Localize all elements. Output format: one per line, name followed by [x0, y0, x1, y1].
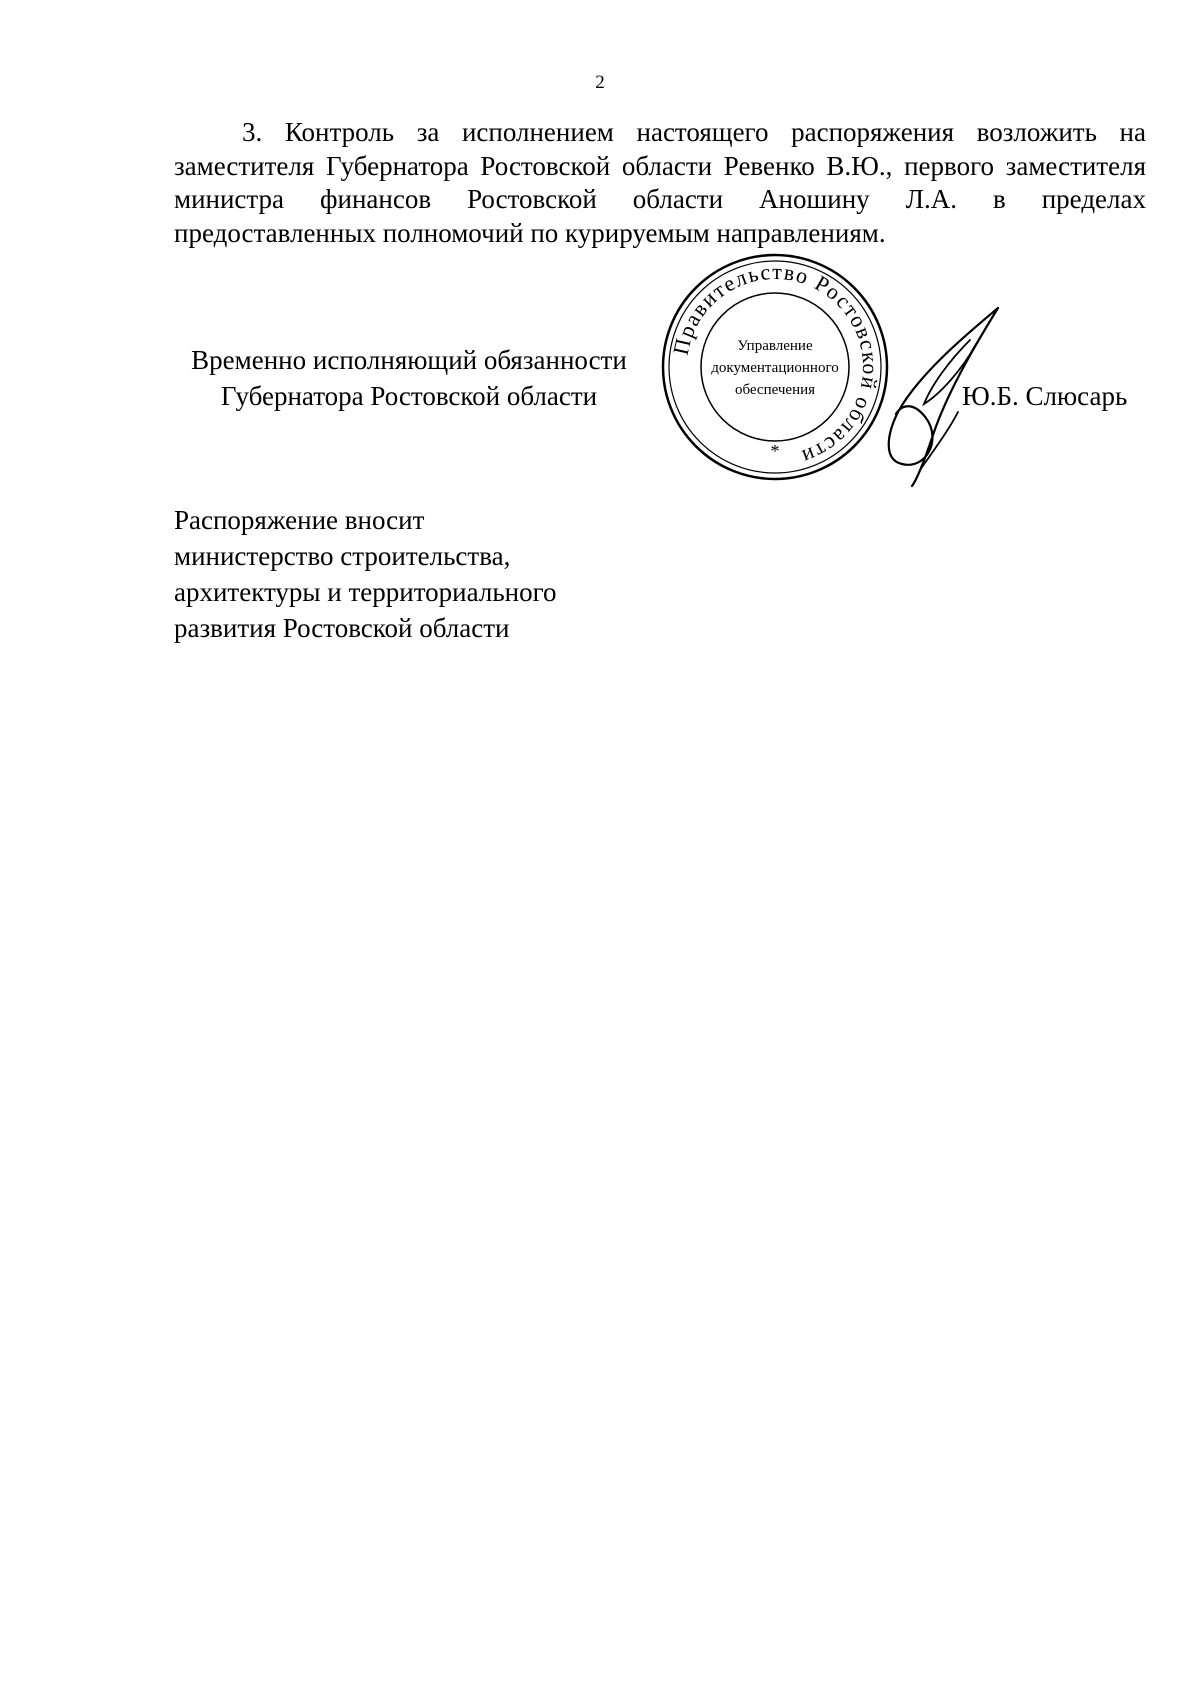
- official-stamp: [660, 252, 890, 482]
- stamp-center-line2: документационного: [711, 360, 839, 376]
- stamp-center-line3: обеспечения: [734, 382, 816, 398]
- signatory-name: Ю.Б. Слюсарь: [962, 381, 1128, 411]
- signatory-position-line2: Губернатора Ростовской области: [220, 381, 598, 411]
- submitted-by-line2: министерство строительства,: [174, 541, 511, 571]
- submitted-by-line4: развития Ростовской области: [174, 613, 510, 643]
- submitted-by-line3: архитектуры и территориального: [174, 577, 557, 607]
- submitted-by-block: [174, 502, 734, 646]
- submitted-by-line1: Распоряжение вносит: [174, 505, 425, 535]
- stamp-ring-textpath: Правительство Ростовской области: [667, 258, 884, 471]
- signatory-position-line1: Временно исполняющий обязанности: [191, 345, 627, 375]
- signatory-position: [174, 342, 644, 414]
- stamp-center-line1: Управление: [737, 338, 813, 354]
- paragraph-control-clause: 3. Контроль за исполнением настоящего распоряжения возложить на заместителя Губернатора Ростовской области Ревенко В.Ю., первого заместителя министра финансов Ростовской области Аношину Л.А. в пределах предоставленных полномочий по курируемым направлениям.: [174, 117, 1146, 248]
- page-number: 2: [595, 72, 605, 93]
- stamp-star: *: [770, 441, 780, 461]
